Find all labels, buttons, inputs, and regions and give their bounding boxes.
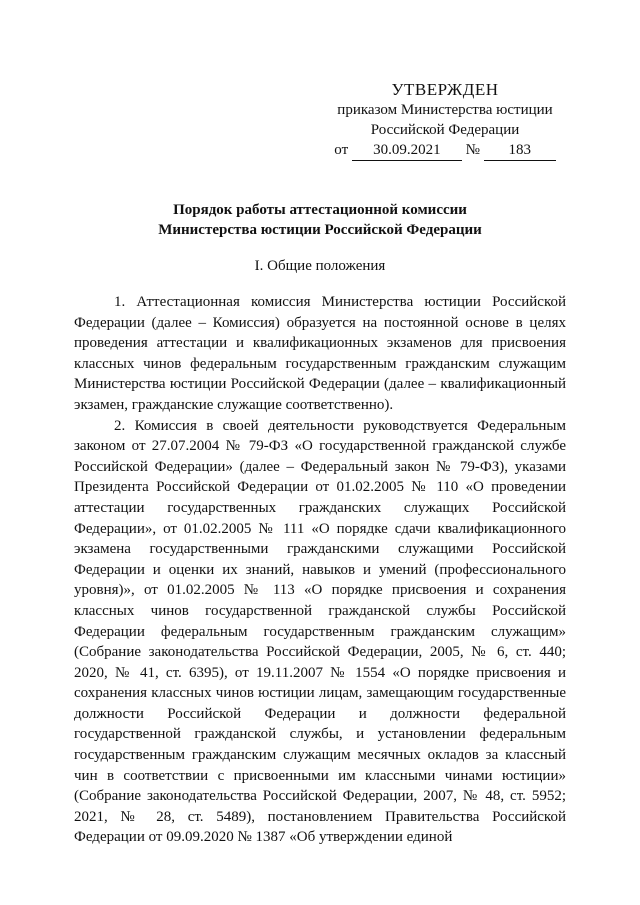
- approved-heading: УТВЕРЖДЕН: [391, 80, 499, 99]
- number-label: №: [465, 142, 480, 158]
- approval-country-line: Российской Федерации: [370, 122, 520, 138]
- document-body: [74, 292, 566, 848]
- paragraph-1: 1. Аттестационная комиссия Министерства юстиции Российской Федерации (далее – Комиссия) образуется на постоянной основе в целях проведения аттестации и квалификационных экзаменов для присвоения классных чинов федеральным государственным гражданским служащим Министерства юстиции Российской Федерации (далее – квалификационный экзамен, гражданские служащие соответственно).: [74, 294, 566, 413]
- from-label: от: [334, 142, 349, 158]
- order-date-number-line: [320, 140, 570, 161]
- paragraph-2: 2. Комиссия в своей деятельности руководствуется Федеральным законом от 27.07.2004 № 79-ФЗ «О государственной гражданской службе Российской Федерации» (далее – Федеральный закон № 79-ФЗ), указами Президента Российской Федерации от 01.02.2005 № 110 «О проведении аттестации государственных гражданских служащих Российской Федерации», от 01.02.2005 № 111 «О порядке сдачи квалификационного экзамена государственными гражданскими служащими Российской Федерации и оценки их знаний, навыков и умений (профессионального уровня)», от 01.02.2005 № 113 «О порядке присвоения и сохранения классных чинов государственной гражданской службы Российской Федерации федеральным государственным гражданским служащим» (Собрание законодательства Российской Федерации, 2005, № 6, ст. 440; 2020, № 41, ст. 6395), от 19.11.2007 № 1554 «О порядке присвоения и сохранения классных чинов юстиции лицам, замещающим государственные должности Российской Федерации и должности федеральной государственной гражданской службы, и установлении федеральным государственным гражданским служащим месячных окладов за классный чин в соответствии с присвоенными им классными чинами юстиции» (Собрание законодательства Российской Федерации, 2007, № 48, ст. 5952; 2021, № 28, ст. 5489), постановлением Правительства Российской Федерации от 09.09.2020 № 1387 «Об утверждении единой: [74, 417, 566, 846]
- title-line-1: Порядок работы аттестационной комиссии: [173, 202, 467, 218]
- section-heading: I. Общие положения: [254, 258, 386, 274]
- document-title: [60, 200, 580, 240]
- title-line-2: Министерства юстиции Российской Федерации: [158, 222, 482, 238]
- order-number: 183: [484, 140, 556, 161]
- approval-order-line: приказом Министерства юстиции: [337, 102, 553, 118]
- order-date: 30.09.2021: [352, 140, 462, 161]
- approval-stamp: [320, 80, 570, 161]
